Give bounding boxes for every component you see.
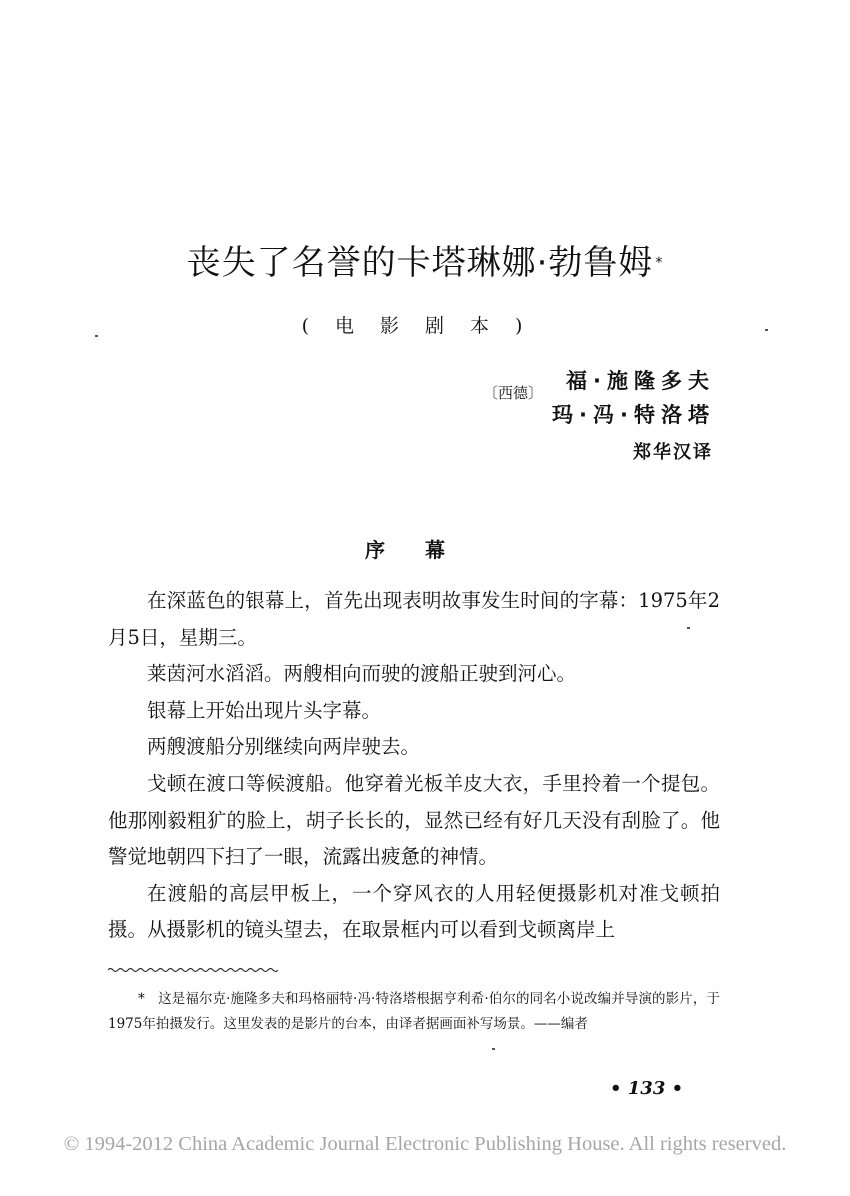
author-name: 福·施隆多夫 bbox=[566, 369, 715, 393]
copyright-notice: © 1994-2012 China Academic Journal Electronic Publishing House. All rights reserved. bbox=[63, 1133, 787, 1155]
body-text bbox=[108, 583, 720, 949]
scan-speck bbox=[95, 335, 98, 337]
paragraph: 戈顿在渡口等候渡船。他穿着光板羊皮大衣，手里拎着一个提包。他那刚毅粗犷的脸上，胡子长长的，显然已经有好几天没有刮脸了。他警觉地朝四下扫了一眼，流露出疲惫的神情。 bbox=[108, 771, 720, 869]
paragraph: 在深蓝色的银幕上，首先出现表明故事发生时间的字幕：1975年2月5日，星期三。 bbox=[108, 589, 720, 649]
subtitle: (电影剧本) bbox=[301, 315, 549, 337]
scan-speck bbox=[765, 329, 768, 331]
footnote-separator bbox=[108, 967, 278, 973]
translator-credit: 郑华汉译 bbox=[633, 442, 713, 463]
page-number: • 133 • bbox=[610, 1078, 684, 1099]
author-name: 玛·冯·特洛塔 bbox=[552, 403, 715, 427]
footnote-text: 这是福尔克·施隆多夫和玛格丽特·冯·特洛塔根据亨利希·伯尔的同名小说改编并导演的影片，于1975年拍摄发行。这里发表的是影片的台本，由译者据画面补写场景。——编者 bbox=[108, 991, 720, 1032]
paragraph: 两艘渡船分别继续向两岸驶去。 bbox=[147, 735, 421, 759]
section-title: 序幕 bbox=[365, 538, 485, 562]
paragraph: 银幕上开始出现片头字幕。 bbox=[147, 698, 382, 722]
paragraph: 莱茵河水滔滔。两艘相向而驶的渡船正驶到河心。 bbox=[147, 662, 577, 686]
paragraph: 在渡船的高层甲板上，一个穿风衣的人用轻便摄影机对准戈顿拍摄。从摄影机的镜头望去，在取景框内可以看到戈顿离岸上 bbox=[108, 881, 720, 942]
footnote-marker: * bbox=[655, 255, 664, 271]
author-nationality: 〔西德〕 bbox=[483, 384, 544, 402]
footnote bbox=[108, 987, 720, 1037]
document-title: 丧失了名誉的卡塔琳娜·勃鲁姆 * bbox=[186, 243, 664, 283]
footnote-mark: * bbox=[138, 991, 145, 1007]
scan-speck bbox=[687, 627, 690, 629]
scan-speck bbox=[492, 1048, 495, 1050]
authors-block bbox=[552, 364, 715, 432]
